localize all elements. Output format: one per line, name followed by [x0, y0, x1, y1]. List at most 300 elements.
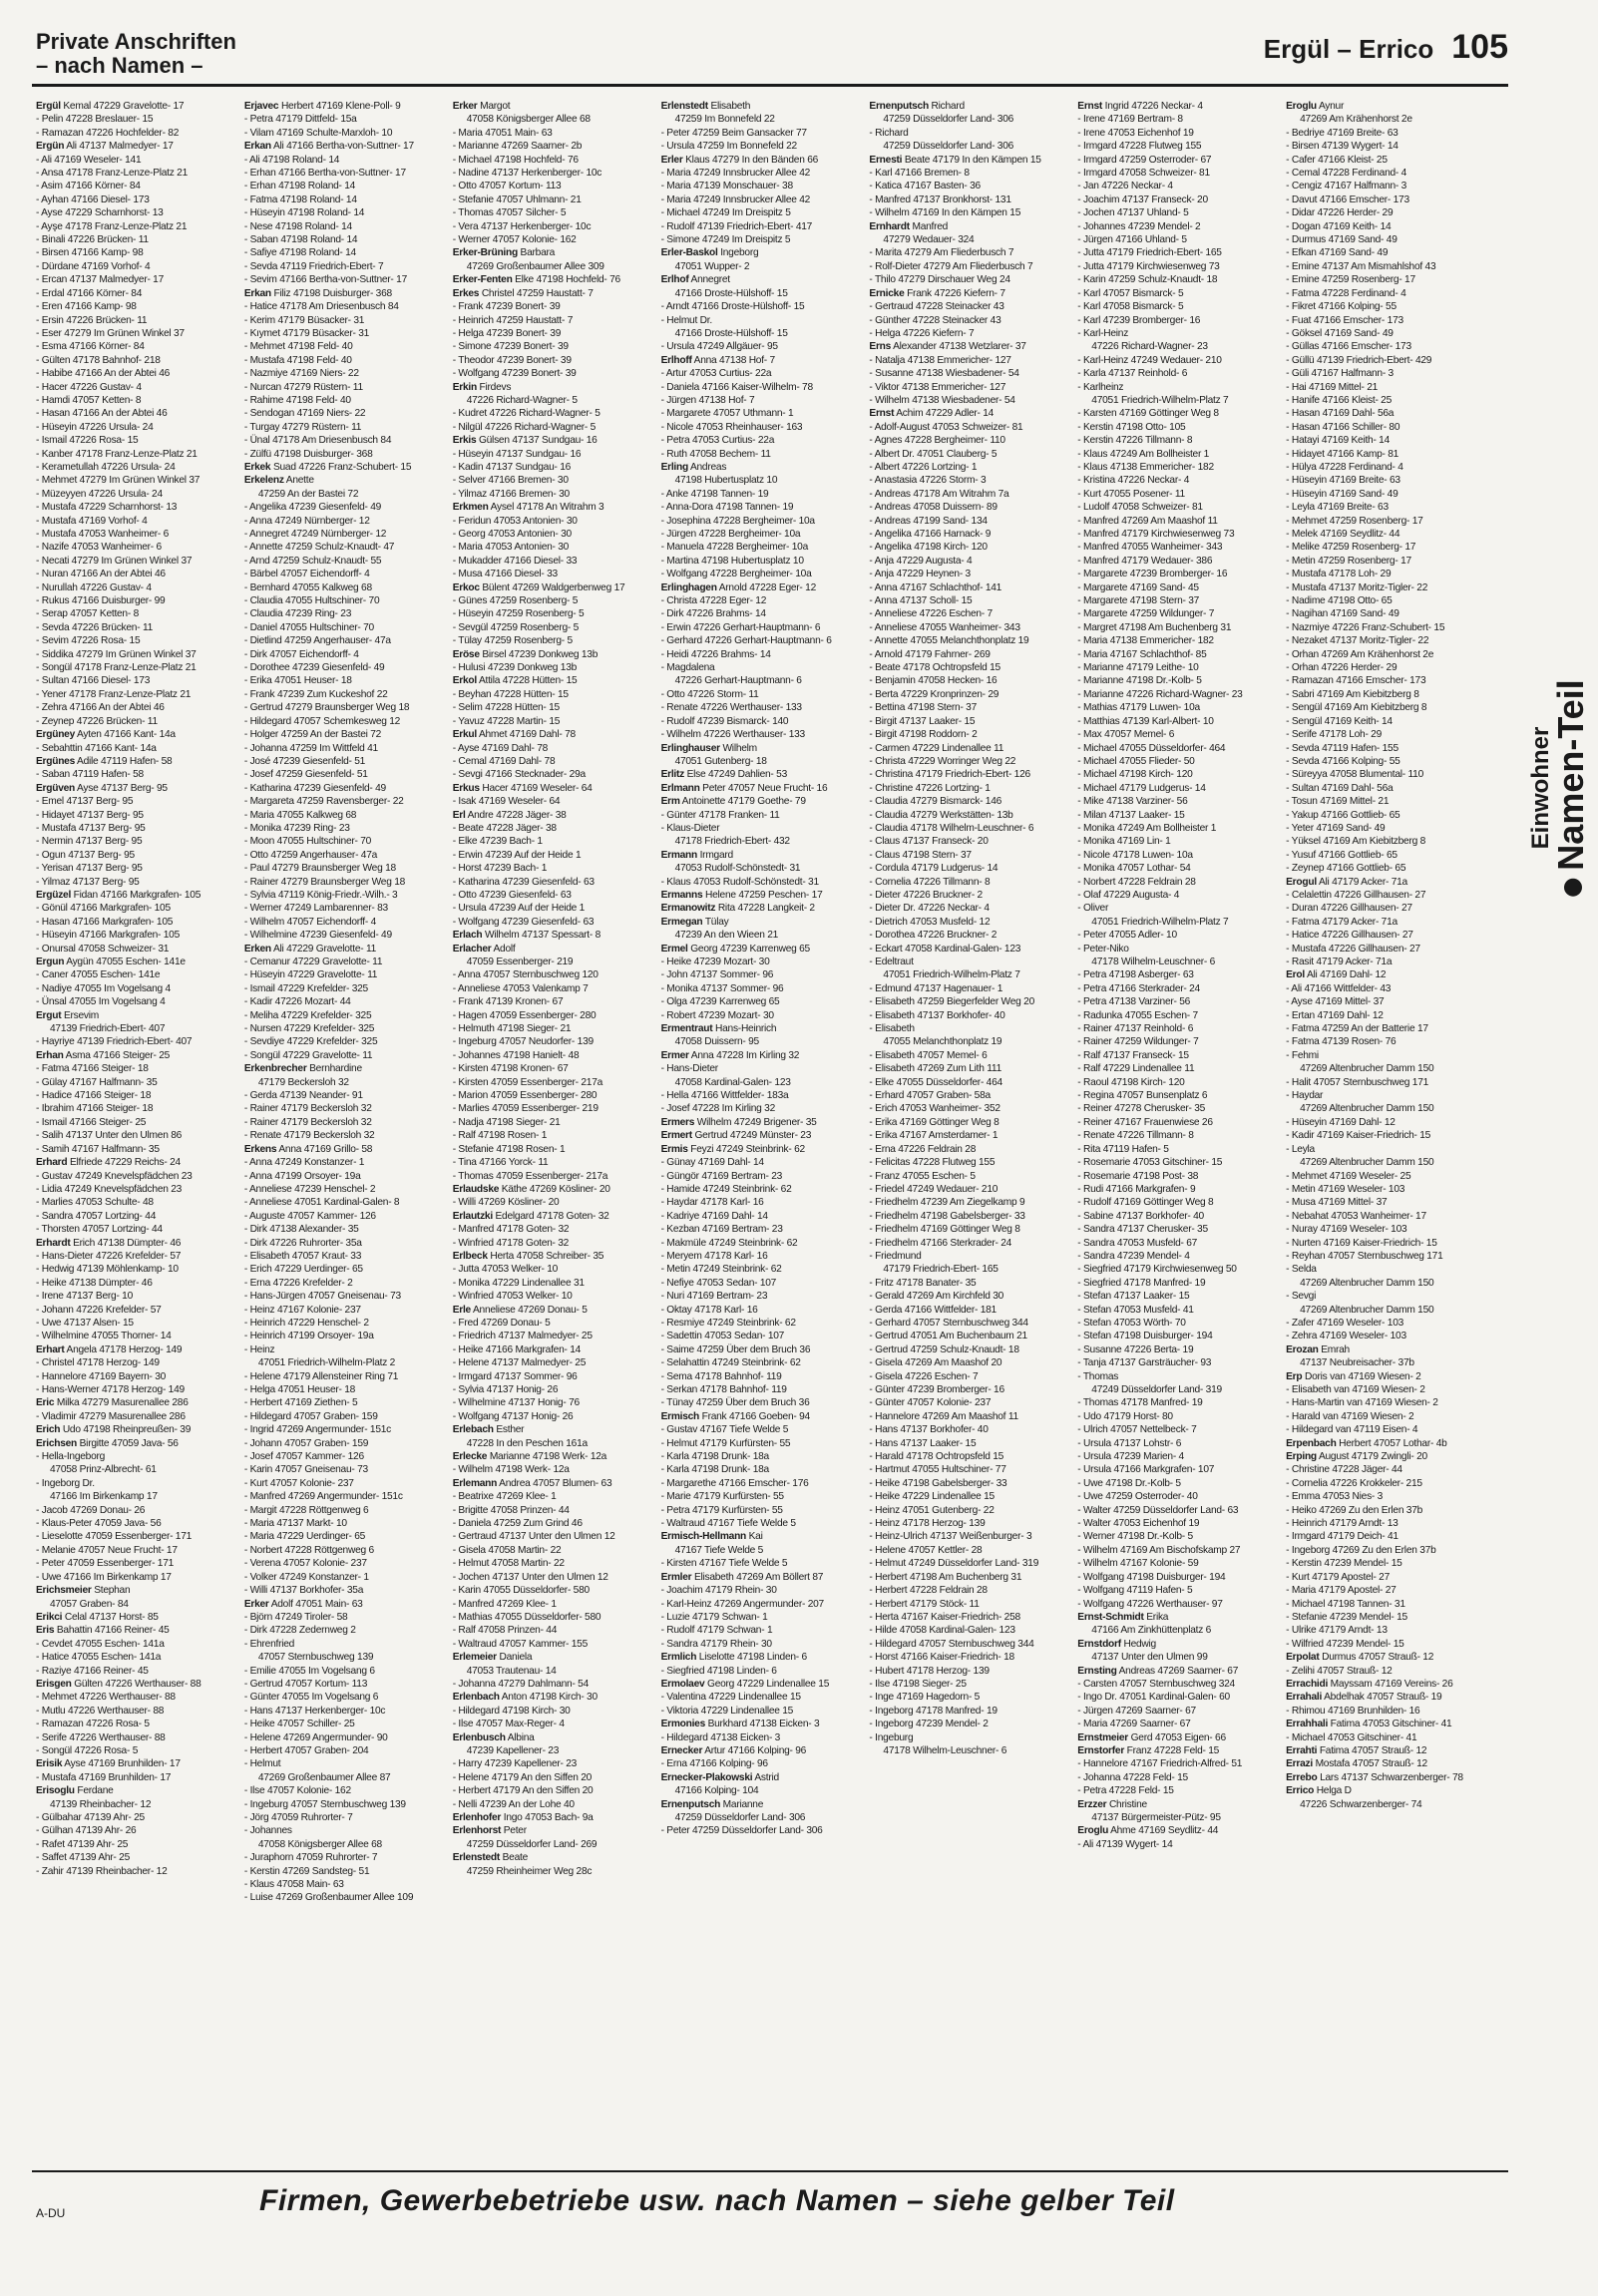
entry-details: - Angelika 47198 Kirch- 120 [869, 542, 988, 554]
listing-entry [453, 1102, 651, 1115]
entry-details: - Udo 47179 Horst- 80 [1077, 1410, 1173, 1422]
listing-entry [453, 1383, 651, 1396]
entry-details: - Eckart 47058 Kardinal-Galen- 123 [869, 943, 1021, 955]
listing-entry [661, 688, 860, 701]
entry-details: Elke 47198 Hochfeld- 76 [515, 274, 620, 286]
listing-entry [1077, 835, 1276, 848]
listing-entry [36, 902, 234, 915]
listing-entry [453, 1771, 651, 1784]
listing-entry [244, 768, 443, 781]
listing-entry [1077, 1705, 1276, 1718]
entry-details: - Anneliese 47226 Eschen- 7 [869, 608, 993, 620]
entry-details: - Marlies 47053 Schulte- 48 [36, 1197, 154, 1209]
entry-details: - Eren 47166 Kamp- 98 [36, 301, 137, 313]
entry-details: - Michael 47198 Kirch- 120 [1077, 769, 1193, 781]
entry-details: - Rosemarie 47198 Post- 38 [1077, 1170, 1199, 1182]
entry-details: - Irene 47169 Bertram- 8 [1077, 114, 1183, 126]
entry-details: - Luzie 47179 Schwan- 1 [660, 1611, 768, 1623]
listing-entry [453, 260, 651, 273]
listing-entry [1077, 742, 1276, 755]
entry-details: Burkhard 47138 Eicken- 3 [707, 1719, 820, 1730]
entry-details: - Jürgen 47166 Uhland- 5 [1077, 234, 1187, 246]
listing-entry [869, 1665, 1067, 1678]
entry-details: - Göksel 47169 Sand- 49 [1286, 327, 1394, 339]
entry-details: - Theodor 47239 Bonert- 39 [452, 354, 572, 366]
listing-entry [869, 1370, 1067, 1383]
listing-entry [36, 956, 234, 968]
listing-entry [661, 1517, 860, 1530]
listing-entry [36, 1477, 234, 1490]
listing-entry [453, 1330, 651, 1342]
listing-entry [1077, 1571, 1276, 1584]
listing-entry [1286, 1250, 1484, 1263]
listing-entry [1286, 528, 1484, 541]
entry-details: - Ralf 47198 Rosen- 1 [452, 1130, 548, 1142]
listing-entry [1286, 367, 1484, 380]
listing-entry [453, 1678, 651, 1691]
listing-entry [244, 1757, 443, 1770]
listing-entry [661, 220, 860, 233]
entry-details: - Heike 47229 Lindenallee 15 [869, 1491, 995, 1503]
listing-entry [36, 849, 234, 862]
listing-entry [869, 167, 1067, 180]
entry-details: - Annette 47055 Melanchthonplatz 19 [869, 635, 1029, 647]
entry-details: - Kerametullah 47226 Ursula- 24 [36, 461, 176, 473]
listing-entry [453, 568, 651, 580]
listing-entry [661, 1423, 860, 1436]
entry-details: - Heinz 47051 Gutenberg- 22 [869, 1504, 995, 1516]
listing-entry [1286, 889, 1484, 902]
entry-details: - Habibe 47166 An der Abtei 46 [36, 368, 171, 380]
listing-entry [244, 1396, 443, 1409]
listing-entry [453, 1183, 651, 1196]
listing-entry [1077, 180, 1276, 192]
entry-details: - Hüseyin 47226 Ursula- 24 [36, 421, 154, 433]
listing-entry [869, 1744, 1067, 1757]
listing-entry [1077, 995, 1276, 1008]
listing-entry [1286, 1383, 1484, 1396]
listing-entry [661, 1450, 860, 1463]
entry-details: - Helmut 47179 Kurfürsten- 55 [660, 1437, 791, 1449]
listing-entry [869, 1530, 1067, 1543]
entry-surname: Ermel [660, 943, 688, 955]
listing-entry [661, 995, 860, 1008]
listing-entry [453, 728, 651, 741]
entry-details: - Ertan 47169 Dahl- 12 [1286, 1009, 1384, 1021]
listing-entry [244, 1102, 443, 1115]
listing-entry [36, 367, 234, 380]
entry-details: - Hans-Jürgen 47057 Gneisenau- 73 [243, 1291, 401, 1303]
listing-entry [453, 1410, 651, 1423]
entry-details: - Hedwig 47139 Möhlenkamp- 10 [36, 1264, 179, 1276]
entry-surname: Erlecke [452, 1451, 488, 1463]
listing-entry [1286, 246, 1484, 259]
listing-entry [869, 1223, 1067, 1236]
entry-surname: Erlmann [660, 782, 700, 794]
entry-details: - Helga 47051 Heuser- 18 [243, 1384, 356, 1395]
listing-entry [36, 1116, 234, 1129]
entry-details: - Anna 47137 Scholl- 15 [869, 595, 973, 607]
listing-entry [453, 968, 651, 981]
listing-entry [1077, 1691, 1276, 1704]
entry-details: - Carmen 47229 Lindenallee 11 [869, 742, 1004, 754]
listing-entry [869, 1504, 1067, 1517]
listing-entry [453, 648, 651, 661]
listing-entry [36, 1089, 234, 1102]
entry-details: - Christa 47229 Worringer Weg 22 [869, 755, 1016, 767]
listing-entry [36, 1196, 234, 1209]
listing-entry [244, 1891, 443, 1904]
entry-details: - Hidayet 47137 Berg- 95 [36, 809, 144, 821]
entry-details: - Saime 47259 Über dem Bruch 36 [660, 1343, 811, 1355]
entry-details: Ingrid 47226 Neckar- 4 [1104, 101, 1203, 112]
entry-details: - Hatice 47178 Am Driesenbusch 84 [243, 301, 399, 313]
entry-details: - Rudolf 47239 Bismarck- 140 [660, 715, 789, 727]
listing-entry [244, 1557, 443, 1570]
entry-details: - Ulrike 47179 Arndt- 13 [1286, 1625, 1388, 1637]
listing-entry [36, 1049, 234, 1062]
listing-entry [453, 701, 651, 714]
listing-entry [1286, 1757, 1484, 1770]
listing-entry [244, 782, 443, 795]
listing-entry [244, 835, 443, 848]
listing-entry [1286, 835, 1484, 848]
entry-details: - Yener 47178 Franz-Lenze-Platz 21 [36, 688, 192, 700]
entry-details: - Hannelore 47169 Bayern- 30 [36, 1370, 167, 1382]
entry-details: - Selahattin 47249 Steinbrink- 62 [660, 1357, 801, 1369]
entry-details: Ersevim [63, 1009, 99, 1021]
entry-details: - Ursula 47166 Markgrafen- 107 [1077, 1464, 1215, 1476]
entry-details: - Klaus 47053 Rudolf-Schönstedt- 31 [660, 876, 819, 888]
entry-details: - Sylvia 47137 Honig- 26 [452, 1384, 559, 1395]
listing-entry [869, 1383, 1067, 1396]
entry-details: - Magdalena [660, 662, 715, 674]
listing-entry [1286, 822, 1484, 835]
listing-entry [869, 206, 1067, 219]
listing-entry [869, 822, 1067, 835]
listing-entry [661, 340, 860, 353]
entry-details: Ali 47179 Acker- 71a [1318, 876, 1407, 888]
entry-surname: Erlautzki [452, 1210, 493, 1222]
listing-entry [36, 354, 234, 367]
listing-entry [869, 1304, 1067, 1317]
entry-details: - Ali 47139 Wygert- 14 [1077, 1838, 1173, 1850]
entry-details: - Horst 47239 Bach- 1 [452, 863, 548, 875]
listing-entry [244, 1076, 443, 1089]
listing-entry [1077, 1718, 1276, 1730]
entry-details: - Gerhard 47057 Sternbuschweg 344 [869, 1317, 1028, 1329]
entry-details: - Kıymet 47179 Büsacker- 31 [243, 327, 370, 339]
entry-details: - Anna-Dora 47198 Tannen- 19 [660, 502, 794, 514]
listing-entry [661, 1584, 860, 1597]
entry-details: 47226 Gerhart-Hauptmann- 6 [674, 675, 802, 687]
listing-entry [869, 1517, 1067, 1530]
entry-details: - Sevdiye 47229 Krefelder- 325 [243, 1036, 378, 1048]
listing-entry [36, 1102, 234, 1115]
listing-entry [661, 314, 860, 327]
entry-surname: Errico [1286, 1785, 1315, 1797]
entry-details: Astrid [754, 1771, 779, 1783]
listing-entry [244, 849, 443, 862]
listing-entry [453, 581, 651, 594]
listing-entry [1286, 1517, 1484, 1530]
entry-details: - Hans-Dieter [660, 1063, 718, 1075]
listing-entry [869, 968, 1067, 981]
listing-entry [244, 968, 443, 981]
listing-entry [1077, 1129, 1276, 1142]
listing-entry [36, 501, 234, 514]
entry-surname: Erp [1286, 1370, 1303, 1382]
listing-entry [36, 1396, 234, 1409]
listing-entry [453, 889, 651, 902]
listing-entry [869, 555, 1067, 568]
entry-surname: Erker-Brüning [452, 247, 518, 259]
entry-details: Ingo 47053 Bach- 9a [503, 1812, 594, 1823]
entry-surname: Errahti [1286, 1744, 1318, 1756]
listing-entry [1077, 1598, 1276, 1611]
listing-entry [661, 1356, 860, 1369]
listing-entry [453, 1838, 651, 1851]
listing-entry [453, 340, 651, 353]
listing-entry [453, 822, 651, 835]
listing-entry [869, 634, 1067, 647]
listing-entry [869, 688, 1067, 701]
entry-details: - Sevim 47166 Bertha-von-Suttner- 17 [243, 274, 407, 286]
listing-entry [244, 260, 443, 273]
entry-details: - Matthias 47139 Karl-Albert- 10 [1077, 715, 1214, 727]
entry-details: - Mehmet 47169 Weseler- 25 [1286, 1170, 1411, 1182]
entry-details: - Meliha 47229 Krefelder- 325 [243, 1009, 372, 1021]
entry-details: - Hans 47137 Herkenberger- 10c [243, 1705, 386, 1717]
listing-entry [661, 1263, 860, 1276]
entry-details: - Stefanie 47198 Rosen- 1 [452, 1143, 566, 1155]
listing-entry [453, 876, 651, 889]
entry-details: August 47179 Zwingli- 20 [1318, 1451, 1427, 1463]
listing-entry [36, 1183, 234, 1196]
side-tab-line2: Namen-Teil [1550, 679, 1591, 871]
listing-entry [869, 1557, 1067, 1570]
listing-entry [36, 1851, 234, 1864]
entry-details: - Helene 47137 Malmedyer- 25 [452, 1357, 587, 1369]
entry-surname: Ernicke [869, 287, 905, 299]
entry-details: - Wolfgang 47198 Duisburger- 194 [1077, 1571, 1226, 1583]
listing-entry [453, 995, 651, 1008]
entry-details: - Daniela 47259 Zum Grind 46 [452, 1518, 583, 1530]
entry-details: 47137 Bürgermeister-Pütz- 95 [1091, 1812, 1221, 1823]
entry-details: - Hildegard 47057 Graben- 159 [243, 1410, 378, 1422]
entry-surname: Erozan [1286, 1343, 1319, 1355]
entry-details: 47057 Sternbuschweg 139 [257, 1652, 374, 1664]
listing-entry [244, 381, 443, 394]
entry-details: - Kerstin 47226 Tillmann- 8 [1077, 435, 1193, 447]
entry-surname: Ernhardt [869, 220, 910, 232]
entry-details: - Richard [869, 127, 909, 139]
listing-entry [453, 113, 651, 126]
listing-entry [1286, 956, 1484, 968]
entry-details: - Ayse 47169 Mittel- 37 [1286, 996, 1385, 1008]
listing-entry [244, 1183, 443, 1196]
entry-surname: Erling [660, 461, 688, 473]
entry-details: - Sylvia 47119 König-Friedr.-Wilh.- 3 [243, 889, 398, 901]
listing-entry [1286, 1210, 1484, 1223]
listing-entry [244, 1450, 443, 1463]
entry-details: - Siegfried 47178 Manfred- 19 [1077, 1277, 1206, 1289]
listing-entry [661, 1705, 860, 1718]
listing-entry [1077, 982, 1276, 995]
listing-entry [36, 742, 234, 755]
entry-details: - Holger 47259 An der Bastei 72 [243, 729, 382, 741]
listing-entry [869, 246, 1067, 259]
entry-details: 47055 Melanchthonplatz 19 [883, 1036, 1002, 1048]
entry-details: - Ralf 47058 Prinzen- 44 [452, 1625, 558, 1637]
entry-details: - Samih 47167 Halfmann- 35 [36, 1143, 160, 1155]
listing-entry [244, 943, 443, 956]
entry-details: - Mustafa 47178 Loh- 29 [1286, 569, 1392, 580]
entry-surname: Eroglu [1286, 101, 1317, 112]
entry-details: - Claudia 47239 Ring- 23 [243, 608, 352, 620]
listing-entry [244, 1638, 443, 1651]
entry-surname: Erhardt [36, 1237, 71, 1249]
entry-details: - Gustav 47249 Knevelspfädchen 23 [36, 1170, 193, 1182]
listing-entry [453, 849, 651, 862]
entry-details: - Arnd 47259 Schulz-Knaudt- 55 [243, 555, 382, 567]
listing-entry [1286, 1330, 1484, 1342]
listing-entry [36, 581, 234, 594]
entry-details: - Sevim 47226 Rosa- 15 [36, 635, 141, 647]
entry-details: Kai [748, 1531, 763, 1543]
entry-details: - Heinrich 47229 Henschel- 2 [243, 1317, 369, 1329]
listing-entry [453, 246, 651, 259]
entry-surname: Erlinghauser [660, 742, 720, 754]
entry-details: Doris van 47169 Wiesen- 2 [1304, 1370, 1421, 1382]
listing-entry [244, 1665, 443, 1678]
entry-details: - Gertrud 47057 Kortum- 113 [243, 1678, 368, 1690]
entry-details: 47058 Prinz-Albrecht- 61 [50, 1464, 157, 1476]
entry-surname: Erpenbach [1286, 1437, 1337, 1449]
listing-entry [1077, 1798, 1276, 1811]
footer-divider [32, 2170, 1508, 2172]
listing-entry [661, 701, 860, 714]
entry-surname: Erlhof [660, 274, 689, 286]
entry-details: - Manfred 47269 Am Maashof 11 [1077, 515, 1218, 527]
listing-entry [1077, 701, 1276, 714]
listing-entry [869, 474, 1067, 487]
listing-entry [1077, 902, 1276, 915]
listing-entry [661, 1304, 860, 1317]
entry-surname: Erisik [36, 1758, 63, 1770]
entry-details: - Friedel 47249 Wedauer- 210 [869, 1183, 999, 1195]
listing-entry [1077, 1544, 1276, 1557]
entry-details: - Yilmaz 47166 Bremen- 30 [452, 488, 570, 500]
entry-details: Ayse 47137 Berg- 95 [77, 782, 168, 794]
listing-entry [453, 100, 651, 113]
listing-entry [244, 127, 443, 140]
entry-details: 47249 Düsseldorfer Land- 319 [1091, 1384, 1222, 1395]
listing-entry [869, 501, 1067, 514]
listing-entry [869, 1035, 1067, 1048]
listing-entry [1286, 448, 1484, 461]
listing-entry [244, 140, 443, 153]
listing-entry [661, 1076, 860, 1089]
entry-details: - Selim 47228 Hütten- 15 [452, 702, 560, 714]
entry-details: - Yüksel 47169 Am Kiebitzberg 8 [1286, 836, 1426, 848]
listing-entry [1077, 956, 1276, 968]
entry-details: - Nursen 47229 Krefelder- 325 [243, 1023, 375, 1035]
listing-entry [244, 515, 443, 528]
entry-details: - Karl 47057 Bismarck- 5 [1077, 287, 1184, 299]
entry-details: - Ayse 47229 Scharnhorst- 13 [36, 207, 164, 219]
entry-details: - Milan 47137 Laaker- 15 [1077, 809, 1185, 821]
listing-entry [1077, 220, 1276, 233]
entry-surname: Erlach [452, 930, 483, 942]
listing-entry [36, 300, 234, 313]
entry-details: - Hüseyin 47169 Dahl- 12 [1286, 1116, 1396, 1128]
listing-entry [1286, 474, 1484, 487]
entry-surname: Erkin [452, 381, 477, 393]
section-side-tab [1527, 638, 1591, 938]
entry-details: Wilhelm 47249 Brigener- 35 [696, 1116, 817, 1128]
listing-entry [1286, 1784, 1484, 1797]
listing-entry [661, 889, 860, 902]
listing-entry [453, 755, 651, 768]
listing-entry [661, 728, 860, 741]
listing-entry [453, 1784, 651, 1797]
bullet-dot-icon [1564, 879, 1582, 897]
entry-details: - Tanja 47137 Garsträucher- 93 [1077, 1357, 1212, 1369]
listing-entry [453, 167, 651, 180]
listing-entry [1286, 421, 1484, 434]
listing-entry [661, 1691, 860, 1704]
listing-entry [869, 421, 1067, 434]
listing-entry [244, 674, 443, 687]
entry-details: - Margarete 47239 Bromberger- 16 [1077, 569, 1228, 580]
entry-details: - Melek 47169 Seydlitz- 44 [1286, 529, 1400, 540]
listing-entry [661, 1624, 860, 1637]
listing-entry [869, 1423, 1067, 1436]
listing-entry [453, 1851, 651, 1864]
listing-entry [1286, 1450, 1484, 1463]
listing-entry [1077, 862, 1276, 875]
listing-entry [661, 943, 860, 956]
entry-details: - Ralf 47229 Lindenallee 11 [1077, 1063, 1195, 1075]
listing-entry [36, 273, 234, 286]
listing-entry [869, 929, 1067, 942]
listing-entry [36, 688, 234, 701]
entry-details: - Leyla [1286, 1143, 1315, 1155]
entry-details: - Karla 47198 Drunk- 18a [660, 1464, 769, 1476]
entry-surname: Erlemeier [452, 1652, 497, 1664]
listing-entry [453, 233, 651, 246]
listing-entry [453, 594, 651, 607]
listing-entry [1077, 1343, 1276, 1356]
listing-entry [1286, 795, 1484, 808]
entry-details: - Michael 47055 Düsseldorfer- 464 [1077, 742, 1226, 754]
entry-surname: Ernst [1077, 101, 1103, 112]
entry-details: - Maria 47138 Emmericher- 182 [1077, 635, 1214, 647]
entry-details: - Klaus 47138 Emmericher- 182 [1077, 461, 1214, 473]
entry-details: - Emine 47137 Am Mismahlshof 43 [1286, 260, 1436, 272]
listing-entry [244, 594, 443, 607]
entry-details: - Lidia 47249 Knevelspfädchen 23 [36, 1183, 183, 1195]
listing-entry [453, 674, 651, 687]
listing-entry [244, 1598, 443, 1611]
entry-details: - Hasan 47166 An der Abtei 46 [36, 408, 168, 420]
entry-details: - Monika 47249 Am Bollheister 1 [1077, 822, 1217, 834]
listing-entry [36, 889, 234, 902]
entry-details: - Hüseyin 47166 Markgrafen- 105 [36, 930, 181, 942]
entry-details: - Mike 47138 Varziner- 56 [1077, 796, 1188, 808]
entry-details: Klaus 47279 In den Bänden 66 [685, 154, 819, 166]
